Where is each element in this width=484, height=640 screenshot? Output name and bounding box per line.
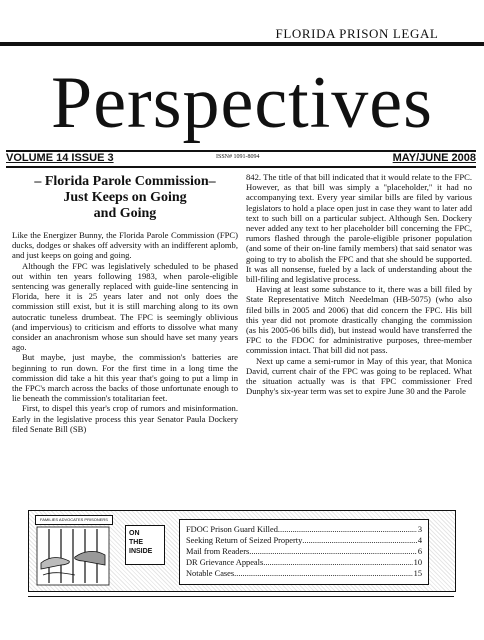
toc-item[interactable] — [186, 524, 422, 535]
paragraph: Like the Energizer Bunny, the Florida Parole Commission (FPC) ducks, dodges or shakes off adversity with an indifferent aplomb, and just keeps on going and going. — [12, 230, 238, 261]
toc-item[interactable] — [186, 535, 422, 546]
bottom-rule — [28, 596, 454, 597]
inside-line-2: THE — [129, 539, 143, 546]
inside-line-1: ON — [129, 530, 140, 537]
headline-line-2: Just Keeps on Going — [63, 190, 187, 205]
toc-item-title: FDOC Prison Guard Killed — [186, 525, 278, 534]
paragraph: 842. The title of that bill indicated that it would relate to the FPC. However, as that bill was simply a "placeholder," it had no accompanying text. Every year similar bills are filed by various legislators to hold a place open just in case they want to later add text to such bill on a particular subject. Although Sen. Dockery never added any text to her placeholder bill concerning the FPC, rumors flashed through the parole-eligible prisoner population (and some of their on-line family members) that said senator was going to try to abolish the FPC and that she should be supported. It was all nonsense, fueled by a lack of understanding about the bill-filing and legislative process. — [246, 172, 472, 285]
table-of-contents — [179, 519, 429, 585]
organization-logo — [35, 515, 111, 587]
issue-date: MAY/JUNE 2008 — [392, 152, 476, 164]
article-headline — [12, 174, 238, 222]
toc-item-title: Notable Cases — [186, 569, 235, 578]
paragraph: But maybe, just maybe, the commission's batteries are beginning to run down. For the first time in a long time the commission did take a hit this year that's going to put a limp in the FPC's march across the backs of those unfortunate enough to lie beneath the commission's totalitarian feet. — [12, 352, 238, 404]
toc-item[interactable] — [186, 568, 422, 579]
publication-kicker: FLORIDA PRISON LEGAL — [228, 26, 484, 42]
headline-line-1: – Florida Parole Commission– — [34, 174, 216, 189]
paragraph: Having at least some substance to it, there was a bill filed by State Representative Mitch Needelman (HB-5075) (who also filed bills in 2005 and 2006) that did concern the FPC. His bill this year did not promote drastically changing the commission (as his 2005-06 bills did), but instead would have transferred the FPC to the FDOC for administrative purposes, three-member commission intact. That bill did not pass. — [246, 284, 472, 356]
masthead-title: Perspectives — [51, 62, 433, 144]
toc-leader — [234, 568, 412, 579]
issue-bar — [6, 150, 476, 168]
toc-item-page: 6 — [417, 547, 422, 556]
toc-leader — [278, 524, 417, 535]
toc-item-title: Mail from Readers — [186, 547, 250, 556]
toc-item-page: 10 — [413, 558, 422, 567]
issn-number: ISSN# 1091-8094 — [216, 154, 260, 160]
paragraph: First, to dispel this year's crop of rumors and misinformation. Early in the legislative process this year Senator Paula Dockery filed Senate Bill (SB) — [12, 403, 238, 434]
inside-line-3: INSIDE — [129, 548, 153, 555]
toc-item-title: Seeking Return of Seized Property — [186, 536, 303, 545]
inside-this-issue-box — [28, 510, 456, 592]
toc-item-page: 15 — [413, 569, 422, 578]
toc-item[interactable] — [186, 557, 422, 568]
article-column-right — [246, 172, 472, 396]
volume-issue: VOLUME 14 ISSUE 3 — [6, 152, 114, 164]
logo-label: FAMILIES ADVOCATES PRISONERS — [35, 515, 113, 525]
toc-leader — [302, 535, 417, 546]
toc-item[interactable] — [186, 546, 422, 557]
toc-item-page: 3 — [417, 525, 422, 534]
article-column-left — [12, 172, 238, 434]
paragraph: Next up came a semi-rumor in May of this year, that Monica David, current chair of the FPC was going to be replaced. What the situation actually was is that FPC commissioner Fred Dunphy's six-year term was set to expire June 30 and the Parole — [246, 355, 472, 397]
toc-item-title: DR Grievance Appeals — [186, 558, 264, 567]
headline-line-3: and Going — [93, 206, 157, 221]
toc-leader — [263, 557, 412, 568]
paragraph: Although the FPC was legislatively scheduled to be phased out within ten years following 1983, when parole-eligible sentencing was generally replaced with guide-line sentencing in Florida, here it is 25 years later and not only does the commission still exist, but it is still marching along to its own autocratic tuneless drumbeat. The FPC is seemingly oblivious (and impervious) to criticism and efforts to dissolve what many consider an anachronism whose sun should have set many years ago. — [12, 260, 238, 353]
hands-through-bars-icon — [35, 525, 111, 587]
on-the-inside-label — [125, 525, 165, 565]
toc-leader — [249, 546, 417, 557]
toc-item-page: 4 — [417, 536, 422, 545]
